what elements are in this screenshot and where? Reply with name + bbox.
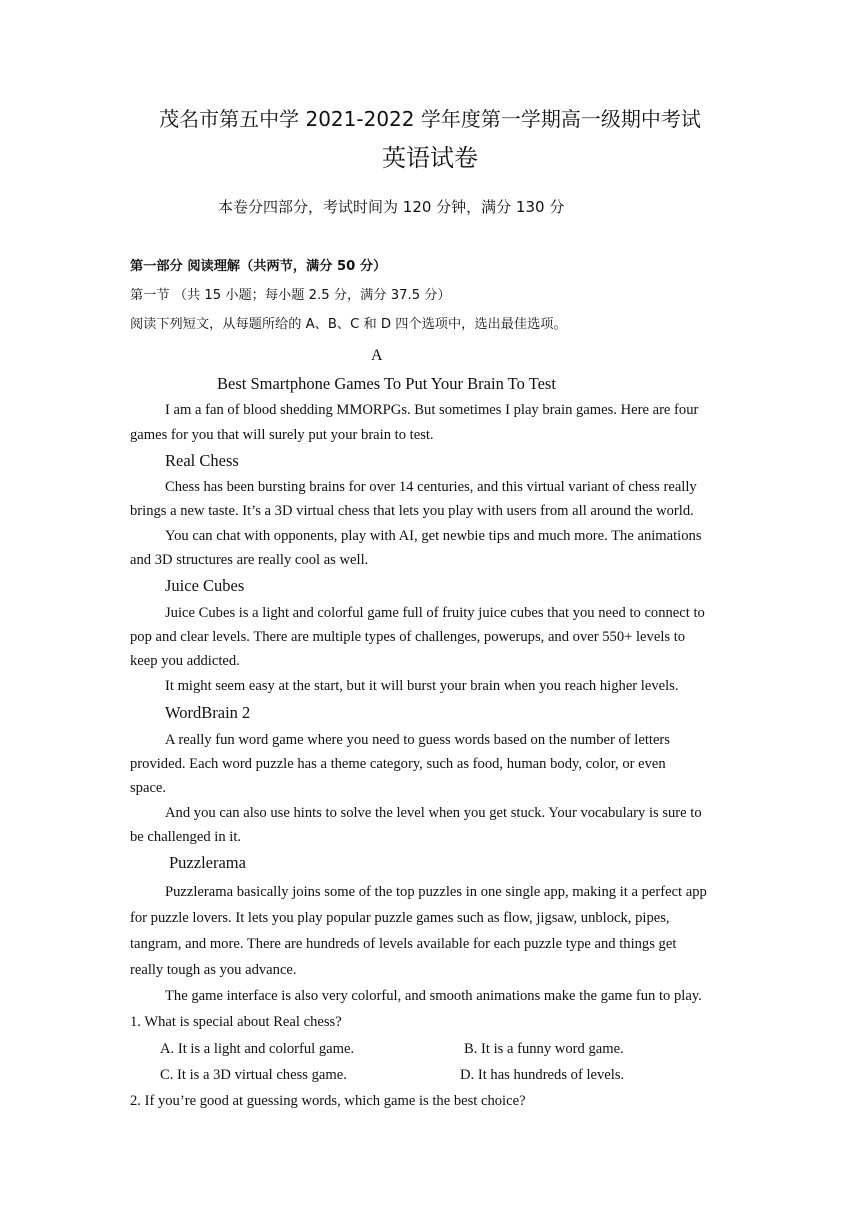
passage-title: Best Smartphone Games To Put Your Brain To Test — [217, 374, 556, 393]
paragraph-line: It might seem easy at the start, but it will burst your brain when you reach higher levels. — [165, 678, 679, 694]
paragraph-line: games for you that will surely put your brain to test. — [130, 427, 434, 443]
paragraph-line: Puzzlerama basically joins some of the top puzzles in one single app, making it a perfect app — [165, 884, 707, 900]
game-heading: WordBrain 2 — [165, 703, 251, 722]
paragraph-line: space. — [130, 780, 167, 796]
option-a: A. It is a light and colorful game. — [160, 1041, 355, 1057]
section-heading: 第一节 （共 15 小题；每小题 2.5 分，满分 37.5 分） — [130, 288, 451, 303]
paragraph-line: I am a fan of blood shedding MMORPGs. But sometimes I play brain games. Here are four — [165, 402, 699, 418]
paragraph-line: Juice Cubes is a light and colorful game full of fruity juice cubes that you need to connect to — [165, 605, 705, 621]
game-heading: Real Chess — [165, 451, 239, 470]
paragraph-line: tangram, and more. There are hundreds of levels available for each puzzle type and things get — [130, 936, 677, 952]
game-heading: Puzzlerama — [169, 853, 246, 872]
exam-note: 本卷分四部分，考试时间为 120 分钟，满分 130 分 — [218, 198, 565, 216]
passage-letter: A — [371, 347, 383, 364]
game-heading: Juice Cubes — [165, 576, 245, 595]
paragraph-line: provided. Each word puzzle has a theme category, such as food, human body, color, or even — [130, 756, 666, 772]
paragraph-line: for puzzle lovers. It lets you play popular puzzle games such as flow, jigsaw, unblock, pipes, — [130, 910, 670, 926]
paragraph-line: Chess has been bursting brains for over 14 centuries, and this virtual variant of chess really — [165, 479, 697, 495]
paragraph-line: really tough as you advance. — [130, 962, 297, 978]
paragraph-line: The game interface is also very colorful, and smooth animations make the game fun to play. — [165, 988, 702, 1004]
paragraph-line: pop and clear levels. There are multiple types of challenges, powerups, and over 550+ levels to — [130, 629, 686, 645]
option-c: C. It is a 3D virtual chess game. — [160, 1067, 347, 1083]
question-stem: 1. What is special about Real chess? — [130, 1014, 342, 1030]
option-d: D. It has hundreds of levels. — [460, 1067, 625, 1083]
paragraph-line: A really fun word game where you need to guess words based on the number of letters — [165, 732, 670, 748]
paragraph-line: keep you addicted. — [130, 653, 240, 669]
paragraph-line: And you can also use hints to solve the level when you get stuck. Your vocabulary is sure to — [165, 805, 702, 821]
part-heading: 第一部分 阅读理解（共两节，满分 50 分） — [130, 259, 387, 274]
option-b: B. It is a funny word game. — [464, 1041, 624, 1057]
paragraph-line: be challenged in it. — [130, 829, 242, 845]
subject-title: 英语试卷 — [382, 144, 478, 172]
school-title: 茂名市第五中学 2021-2022 学年度第一学期高一级期中考试 — [159, 107, 701, 131]
paragraph-line: and 3D structures are really cool as well. — [130, 552, 369, 568]
instruction-text: 阅读下列短文，从每题所给的 A、B、C 和 D 四个选项中，选出最佳选项。 — [130, 317, 567, 332]
paragraph-line: You can chat with opponents, play with AI, get newbie tips and much more. The animations — [165, 528, 702, 544]
question-stem: 2. If you’re good at guessing words, which game is the best choice? — [130, 1093, 526, 1109]
paragraph-line: brings a new taste. It’s a 3D virtual chess that lets you play with users from all around the world. — [130, 503, 694, 519]
